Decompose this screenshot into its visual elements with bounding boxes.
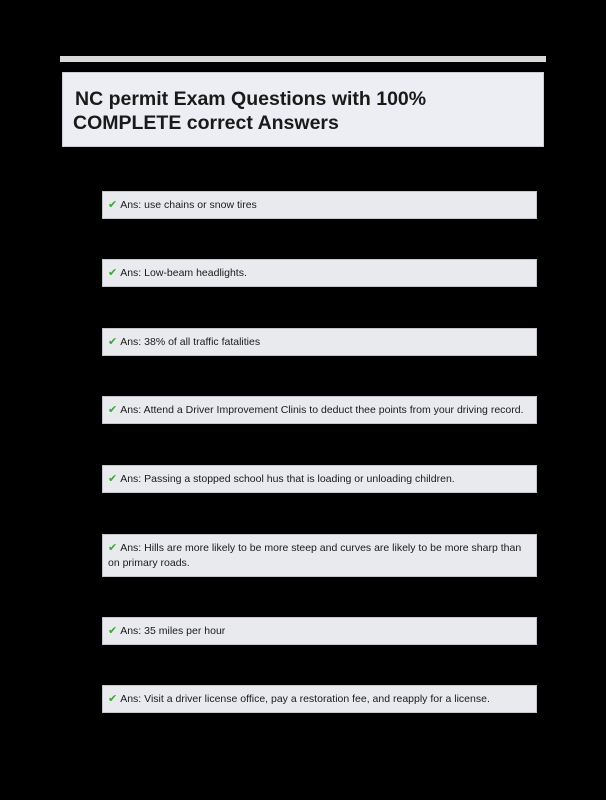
answer-prefix: Ans:	[120, 542, 142, 554]
answer-box	[102, 617, 537, 645]
answer-box	[102, 534, 537, 577]
answer-text: Attend a Driver Improvement Clinis to deduct thee points from your driving record.	[143, 404, 524, 416]
check-icon: ✔	[108, 335, 118, 348]
answer-text: Low-beam headlights.	[144, 267, 247, 279]
title-line-1: NC permit Exam Questions with 100%	[75, 88, 427, 110]
answer-box	[102, 465, 537, 493]
check-icon: ✔	[108, 403, 118, 416]
answer-text: 38% of all traffic fatalities	[144, 336, 261, 348]
answer-box	[102, 328, 537, 356]
check-icon: ✔	[108, 266, 118, 279]
answer-prefix: Ans:	[120, 693, 142, 705]
answer-text: use chains or snow tires	[144, 199, 257, 211]
answer-box	[102, 191, 537, 219]
check-icon: ✔	[108, 624, 118, 637]
title-line-2: COMPLETE correct Answers	[73, 112, 339, 134]
answer-box	[102, 396, 537, 424]
answer-prefix: Ans:	[120, 199, 142, 211]
answer-prefix: Ans:	[120, 473, 142, 485]
check-icon: ✔	[108, 472, 118, 485]
answer-box	[102, 259, 537, 287]
answer-prefix: Ans:	[120, 625, 142, 637]
check-icon: ✔	[108, 541, 118, 554]
answer-text: 35 miles per hour	[144, 625, 226, 637]
answer-box	[102, 685, 537, 713]
answer-text: Passing a stopped school hus that is loading or unloading children.	[144, 473, 455, 485]
top-divider	[60, 56, 546, 62]
check-icon: ✔	[108, 198, 118, 211]
answer-text: Hills are more likely to be more steep and curves are likely to be more sharp than on primary roads.	[108, 542, 522, 569]
answer-prefix: Ans:	[120, 336, 142, 348]
answer-prefix: Ans:	[120, 404, 142, 416]
title-box	[62, 72, 544, 147]
answer-text: Visit a driver license office, pay a restoration fee, and reapply for a license.	[144, 693, 490, 705]
page-title	[73, 87, 533, 135]
check-icon: ✔	[108, 692, 118, 705]
answer-prefix: Ans:	[120, 267, 142, 279]
